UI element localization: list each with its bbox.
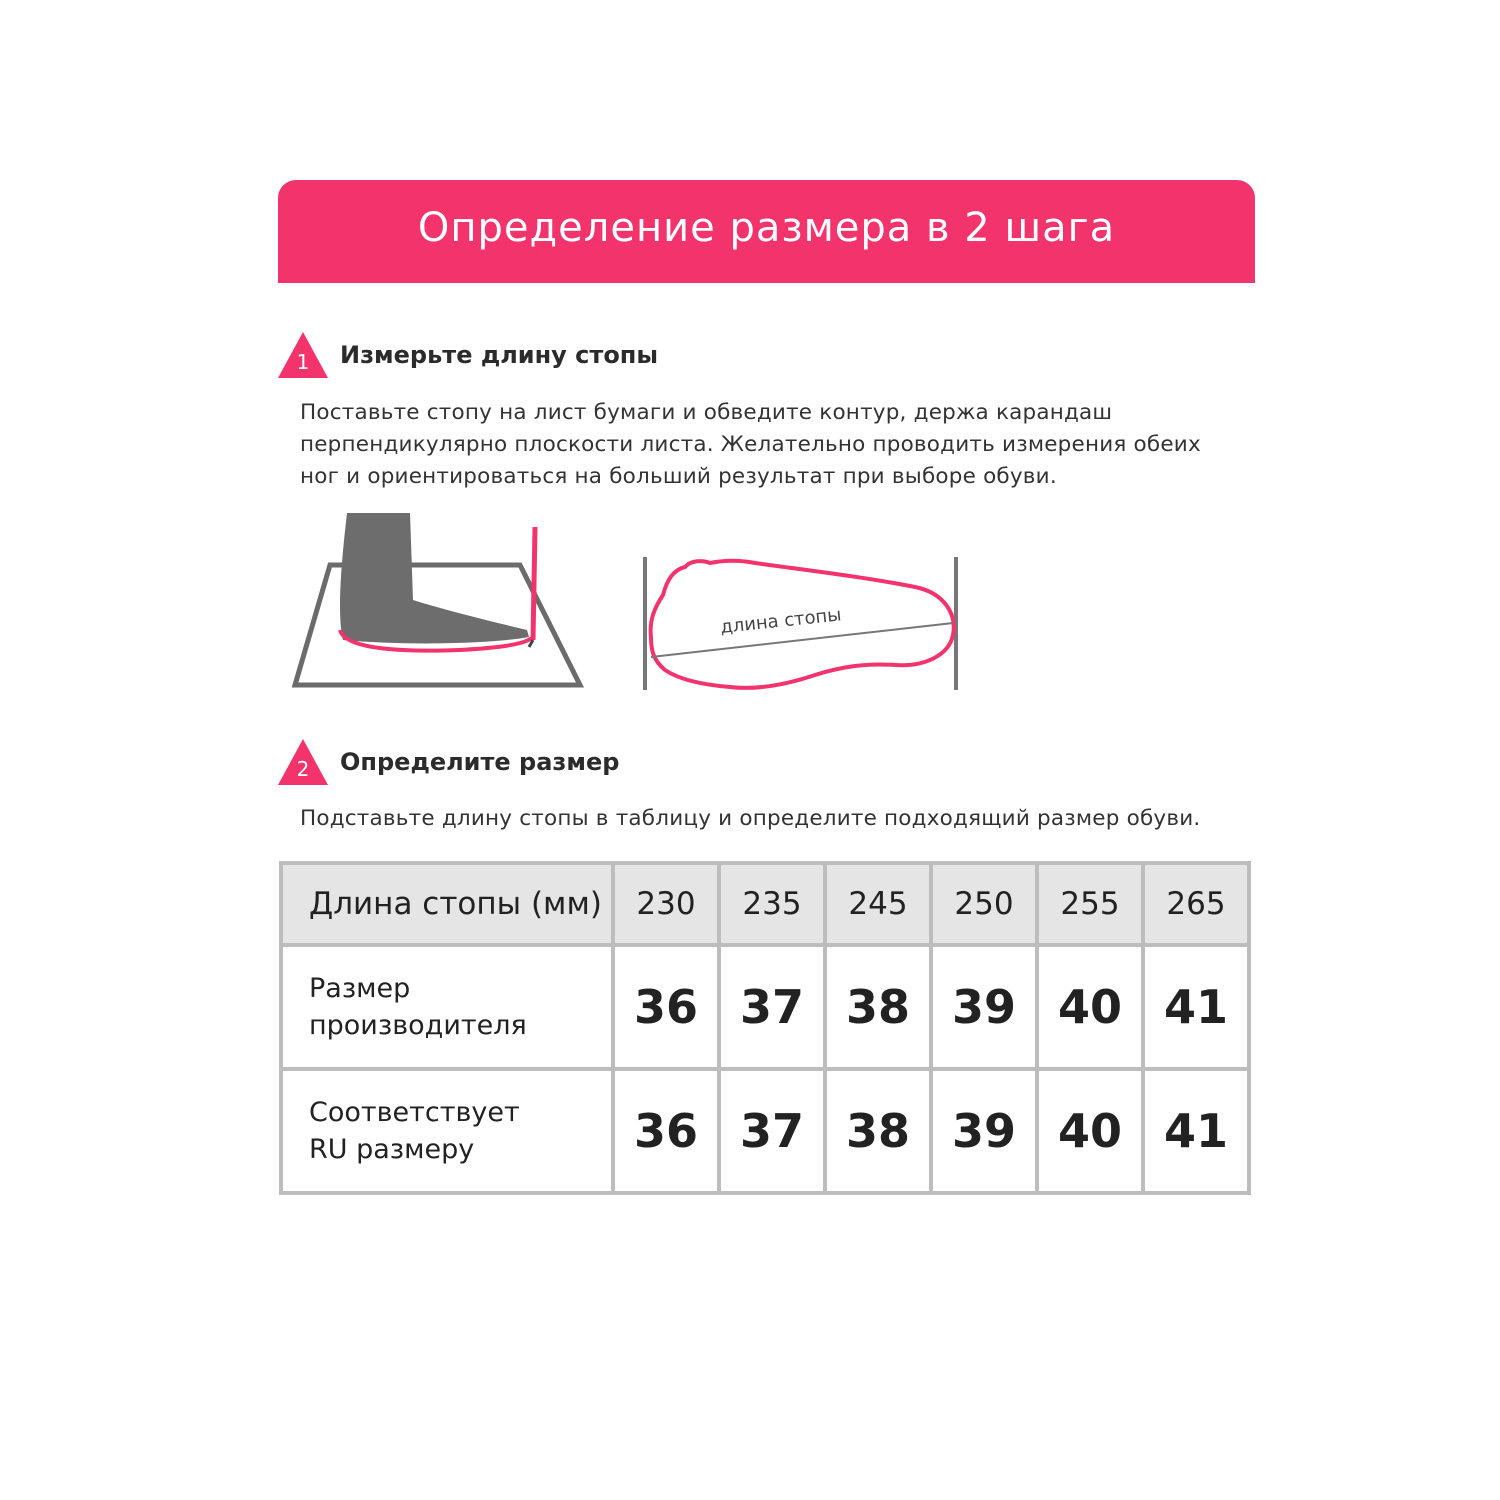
table-cell: 250 [931,863,1037,945]
step-1-triangle-icon [278,332,328,378]
table-cell: 38 [825,945,931,1069]
table-row-foot-length [281,863,1249,945]
table-cell: 38 [825,1069,931,1193]
step-1-text-line: ног и ориентироваться на больший результат при выборе обуви. [300,464,1057,489]
step-1-title: Измерьте длину стопы [340,341,659,369]
footprint-outline-icon [645,557,956,690]
table-cell: 39 [931,1069,1037,1193]
table-cell: 36 [613,945,719,1069]
step-2-text: Подставьте длину стопы в таблицу и определите подходящий размер обуви. [300,806,1201,831]
table-cell: 41 [1143,945,1249,1069]
table-cell: 245 [825,863,931,945]
row-label: Размер производителя [281,945,613,1069]
size-table [279,861,1251,1195]
foot-length-label: длина стопы [719,604,843,638]
table-cell: 255 [1037,863,1143,945]
step-2-triangle-icon [278,739,328,785]
table-cell: 37 [719,1069,825,1193]
foot-measurement-illustration [285,505,985,705]
table-cell: 40 [1037,1069,1143,1193]
table-cell: 39 [931,945,1037,1069]
table-row-manufacturer-size [281,945,1249,1069]
table-cell: 36 [613,1069,719,1193]
step-2-heading [278,737,619,787]
step-1-text-line: перпендикулярно плоскости листа. Желательно проводить измерения обеих [300,432,1201,457]
table-row-ru-size [281,1069,1249,1193]
table-cell: 230 [613,863,719,945]
table-cell: 265 [1143,863,1249,945]
table-cell: 37 [719,945,825,1069]
table-cell: 41 [1143,1069,1249,1193]
step-1-number: 1 [296,350,310,374]
foot-on-paper-icon [295,513,580,685]
row-label: Длина стопы (мм) [281,863,613,945]
title-banner [278,180,1255,283]
page-title: Определение размера в 2 шага [417,204,1116,251]
table-cell: 235 [719,863,825,945]
step-1-heading [278,330,658,380]
step-2-number: 2 [296,757,310,781]
row-label: Соответствует RU размеру [281,1069,613,1193]
step-1-text [300,397,1260,493]
step-1-text-line: Поставьте стопу на лист бумаги и обведите контур, держа карандаш [300,400,1113,425]
table-cell: 40 [1037,945,1143,1069]
step-2-title: Определите размер [340,748,620,776]
